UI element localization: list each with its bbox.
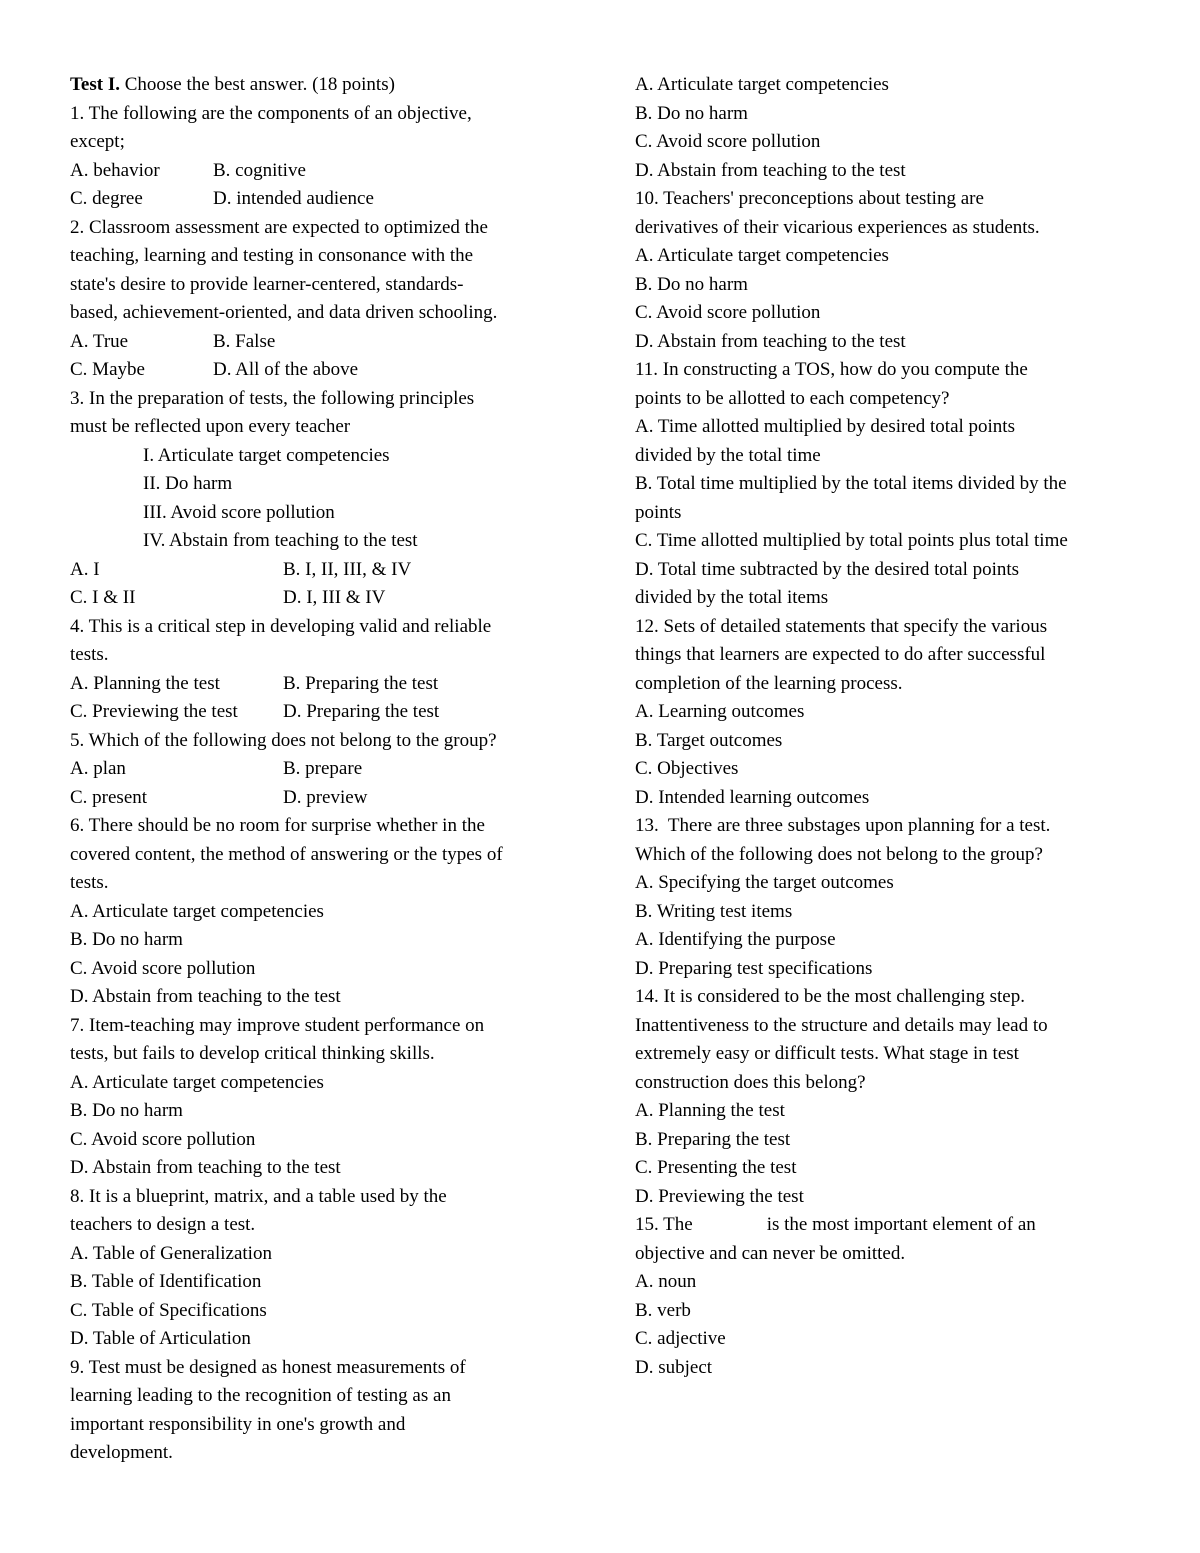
q15-stem-cont: objective and can never be omitted. <box>635 1242 906 1264</box>
q4-options-row-1 <box>70 670 570 699</box>
q8-option-a: A. Table of Generalization <box>70 1242 272 1264</box>
q11-option-a: A. Time allotted multiplied by desired total points <box>635 416 1015 437</box>
q4-option-c: C. Previewing the test <box>70 701 238 722</box>
q11-option-b-cont: points <box>635 501 682 523</box>
q12-option-a: A. Learning outcomes <box>635 701 805 722</box>
q5-option-a: A. plan <box>70 758 126 779</box>
q6-stem-cont-2: tests. <box>70 872 109 893</box>
q15-option-c: C. adjective <box>635 1328 726 1349</box>
left-column <box>70 71 570 1468</box>
q3-options-row-1 <box>70 556 570 585</box>
q10-stem: 10. Teachers' preconceptions about testing are <box>635 188 984 209</box>
q7-option-c: C. Avoid score pollution <box>70 1128 256 1150</box>
q11-option-b: B. Total time multiplied by the total items divided by the <box>635 473 1067 494</box>
q6-stem-cont-1: covered content, the method of answering or the types of <box>70 843 503 865</box>
q3-option-b: B. I, II, III, & IV <box>283 558 412 580</box>
q6-option-d: D. Abstain from teaching to the test <box>70 986 341 1007</box>
q11-option-a-cont: divided by the total time <box>635 444 821 466</box>
q1-option-c: C. degree <box>70 188 143 209</box>
q2-option-a: A. True <box>70 330 129 352</box>
q13-option-a: A. Specifying the target outcomes <box>635 872 894 893</box>
q8-stem: 8. It is a blueprint, matrix, and a table used by the <box>70 1185 447 1207</box>
q1-option-b: B. cognitive <box>213 159 306 181</box>
q14-option-b: B. Preparing the test <box>635 1128 791 1150</box>
q9-option-c: C. Avoid score pollution <box>635 131 821 152</box>
q2-option-c: C. Maybe <box>70 359 145 380</box>
q5-options-row-2 <box>70 784 570 813</box>
q2-options-row-2 <box>70 356 570 385</box>
q4-options-row-2 <box>70 698 570 727</box>
q6-option-b: B. Do no harm <box>70 929 183 950</box>
q11-stem-cont: points to be allotted to each competency? <box>635 387 950 409</box>
q10-option-a: A. Articulate target competencies <box>635 245 889 266</box>
q8-option-b: B. Table of Identification <box>70 1271 262 1292</box>
q8-option-d: D. Table of Articulation <box>70 1328 251 1349</box>
right-column <box>635 71 1135 1382</box>
q4-option-b: B. Preparing the test <box>283 672 439 694</box>
q13-option-b: B. Writing test items <box>635 900 793 922</box>
q2-stem-cont-3: based, achievement-oriented, and data driven schooling. <box>70 302 498 323</box>
q12-option-c: C. Objectives <box>635 758 739 779</box>
q4-option-a: A. Planning the test <box>70 672 220 694</box>
q2-stem-cont-2: state's desire to provide learner-centered, standards- <box>70 273 464 295</box>
q7-stem-cont: tests, but fails to develop critical thinking skills. <box>70 1043 435 1064</box>
q3-principle-2: II. Do harm <box>143 473 233 494</box>
q9-option-d: D. Abstain from teaching to the test <box>635 159 906 181</box>
test-heading: Test I. <box>70 74 120 95</box>
q13-stem-cont: Which of the following does not belong to the group? <box>635 843 1043 865</box>
q3-principle-3: III. Avoid score pollution <box>143 501 335 523</box>
q1-options-row-2 <box>70 185 570 214</box>
q15-option-d: D. subject <box>635 1356 713 1378</box>
q3-stem-cont: must be reflected upon every teacher <box>70 416 351 437</box>
q13-option-d: D. Preparing test specifications <box>635 957 873 979</box>
q7-option-d: D. Abstain from teaching to the test <box>70 1157 341 1178</box>
q2-option-d: D. All of the above <box>213 359 359 380</box>
q3-options-row-2 <box>70 584 570 613</box>
q9-stem: 9. Test must be designed as honest measurements of <box>70 1356 466 1378</box>
q11-option-c: C. Time allotted multiplied by total points plus total time <box>635 530 1068 551</box>
q11-option-d: D. Total time subtracted by the desired total points <box>635 558 1020 580</box>
q7-stem: 7. Item-teaching may improve student performance on <box>70 1014 485 1036</box>
q3-option-a: A. I <box>70 558 100 580</box>
q14-stem-cont-3: construction does this belong? <box>635 1071 866 1093</box>
q14-stem-cont-1: Inattentiveness to the structure and details may lead to <box>635 1014 1048 1036</box>
q1-options-row-1 <box>70 157 570 186</box>
q12-stem-cont-1: things that learners are expected to do after successful <box>635 644 1046 665</box>
q4-option-d: D. Preparing the test <box>283 701 440 722</box>
q15-option-b: B. verb <box>635 1299 691 1321</box>
q9-stem-cont-2: important responsibility in one's growth and <box>70 1413 406 1435</box>
q5-options-row-1 <box>70 755 570 784</box>
q9-option-b: B. Do no harm <box>635 102 748 124</box>
q7-option-b: B. Do no harm <box>70 1100 183 1121</box>
q14-stem: 14. It is considered to be the most challenging step. <box>635 986 1025 1007</box>
q13-stem: 13. There are three substages upon planning for a test. <box>635 815 1051 836</box>
q12-option-b: B. Target outcomes <box>635 729 783 751</box>
q11-option-d-cont: divided by the total items <box>635 587 829 608</box>
q6-option-a: A. Articulate target competencies <box>70 900 324 922</box>
q1-option-d: D. intended audience <box>213 188 374 209</box>
q7-option-a: A. Articulate target competencies <box>70 1071 324 1093</box>
q13-option-c: A. Identifying the purpose <box>635 929 836 950</box>
q3-option-c: C. I & II <box>70 587 136 608</box>
q12-stem: 12. Sets of detailed statements that specify the various <box>635 615 1048 637</box>
test-instruction: Choose the best answer. (18 points) <box>124 74 395 95</box>
q12-stem-cont-2: completion of the learning process. <box>635 672 903 694</box>
q15-option-a: A. noun <box>635 1271 697 1292</box>
q10-stem-cont: derivatives of their vicarious experiences as students. <box>635 216 1040 238</box>
q9-option-a: A. Articulate target competencies <box>635 74 889 95</box>
q9-stem-cont-3: development. <box>70 1442 173 1463</box>
q10-option-b: B. Do no harm <box>635 273 748 295</box>
q1-option-a: A. behavior <box>70 159 160 181</box>
q6-option-c: C. Avoid score pollution <box>70 957 256 979</box>
q2-options-row-1 <box>70 328 570 357</box>
q2-stem: 2. Classroom assessment are expected to optimized the <box>70 216 488 238</box>
q8-option-c: C. Table of Specifications <box>70 1299 267 1321</box>
q15-stem <box>635 1211 1135 1240</box>
q3-option-d: D. I, III & IV <box>283 587 386 608</box>
q9-stem-cont-1: learning leading to the recognition of testing as an <box>70 1385 451 1406</box>
q14-option-d: D. Previewing the test <box>635 1185 804 1207</box>
q15-stem-end: is the most important element of an <box>766 1214 1036 1235</box>
q3-principle-4: IV. Abstain from teaching to the test <box>143 530 418 551</box>
q10-option-c: C. Avoid score pollution <box>635 302 821 323</box>
q2-option-b: B. False <box>213 330 276 352</box>
q10-option-d: D. Abstain from teaching to the test <box>635 330 906 352</box>
q14-option-c: C. Presenting the test <box>635 1157 797 1178</box>
q14-stem-cont-2: extremely easy or difficult tests. What stage in test <box>635 1043 1019 1064</box>
q5-option-b: B. prepare <box>283 758 363 779</box>
q11-stem: 11. In constructing a TOS, how do you compute the <box>635 359 1028 380</box>
q5-stem: 5. Which of the following does not belong to the group? <box>70 729 497 751</box>
q14-option-a: A. Planning the test <box>635 1100 785 1121</box>
q3-principle-1: I. Articulate target competencies <box>143 444 390 466</box>
q1-stem-cont: except; <box>70 131 125 152</box>
q15-stem-start: 15. The <box>635 1214 693 1235</box>
q8-stem-cont: teachers to design a test. <box>70 1214 256 1235</box>
q4-stem-cont: tests. <box>70 644 109 665</box>
q5-option-d: D. preview <box>283 786 368 808</box>
test-header <box>70 71 570 100</box>
q2-stem-cont-1: teaching, learning and testing in consonance with the <box>70 245 474 266</box>
q3-stem: 3. In the preparation of tests, the following principles <box>70 387 475 409</box>
q4-stem: 4. This is a critical step in developing valid and reliable <box>70 615 492 637</box>
q1-stem: 1. The following are the components of an objective, <box>70 102 472 124</box>
q12-option-d: D. Intended learning outcomes <box>635 786 870 808</box>
q5-option-c: C. present <box>70 786 148 808</box>
q6-stem: 6. There should be no room for surprise whether in the <box>70 815 485 836</box>
